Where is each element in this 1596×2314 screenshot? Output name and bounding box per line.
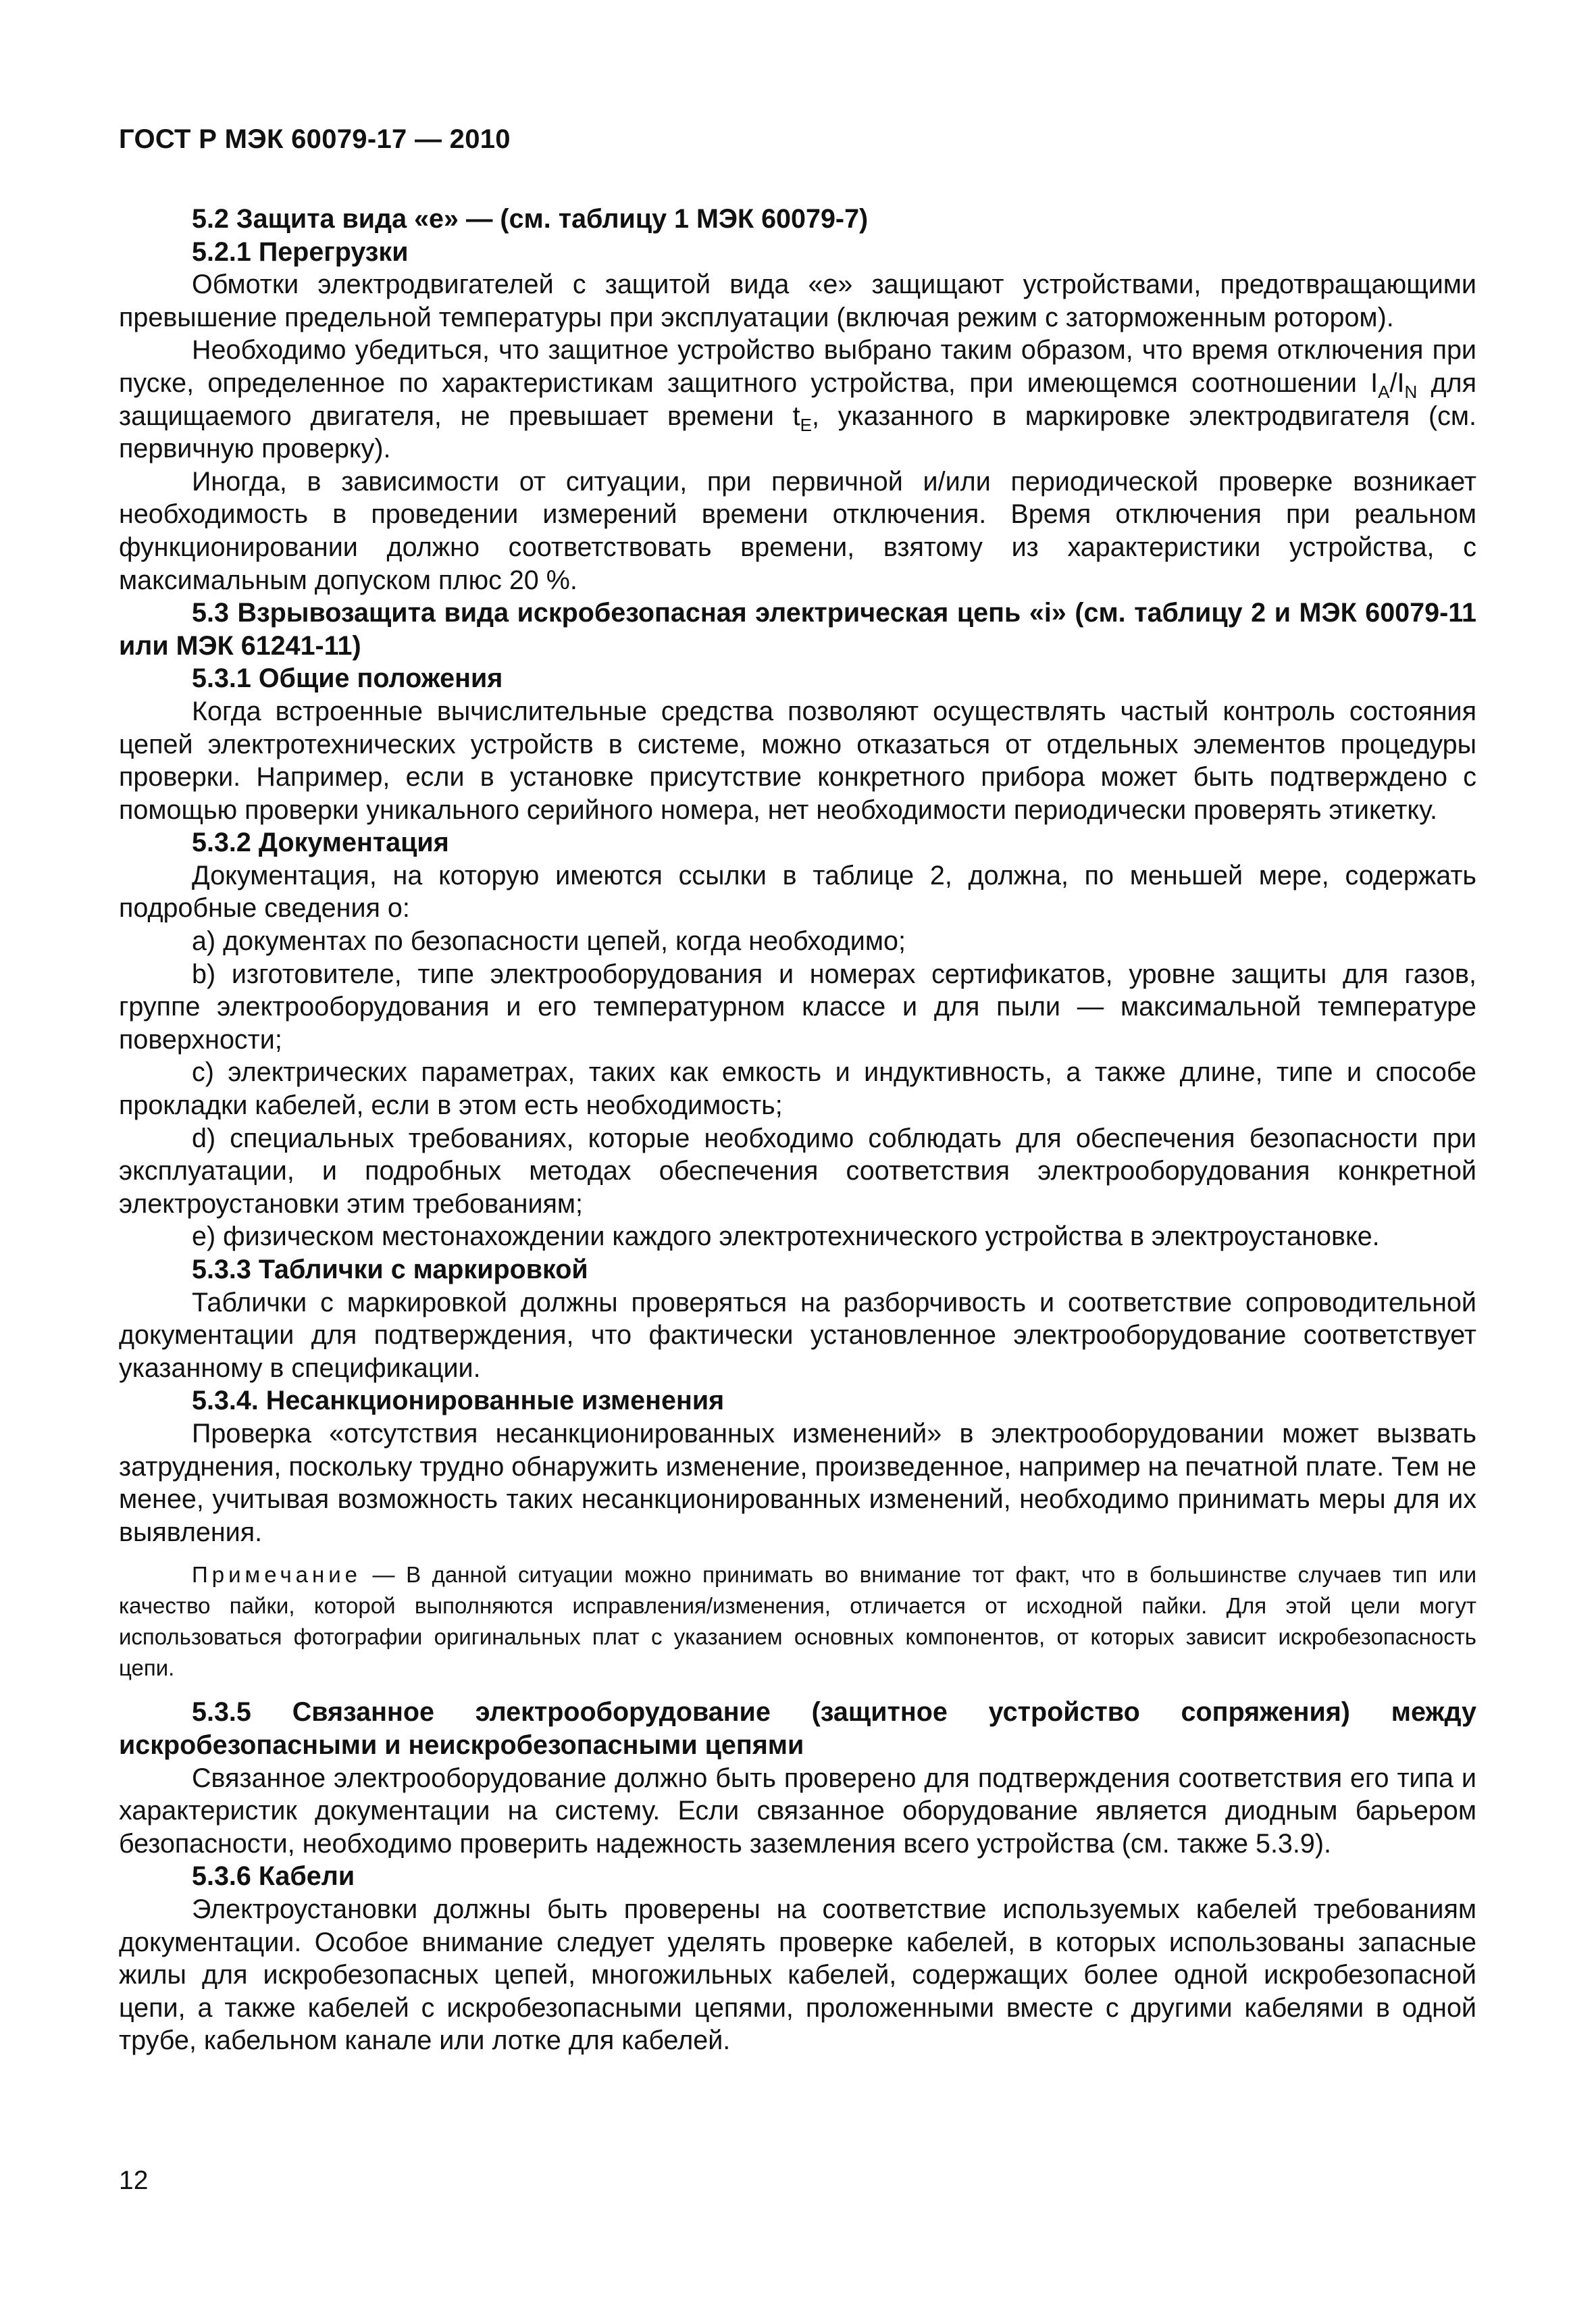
note [119, 1559, 1476, 1684]
section-5-3-4-heading: 5.3.4. Несанкционированные изменения [192, 1386, 725, 1416]
document-body [119, 203, 1476, 2057]
section-5-3-6-paragraph: Электроустановки должны быть проверены на соответствие используемых кабелей требованиям документации. Особое внимание следует уделять проверке кабелей, в которых использованы запасные жилы для искробезопасных цепей, многожильных кабелей, содержащих более одной искробезопасной цепи, а также кабелей с искробезопасными цепями, проложенными вместе с другими кабелями в одной трубе, кабельном канале или лотке для кабелей. [119, 1894, 1476, 2056]
section-5-3-1-paragraph: Когда встроенные вычислительные средства позволяют осуществлять частый контроль состояния цепей электротехнических устройств в системе, можно отказаться от отдельных элементов процедуры проверки. Например, если в установке присутствие конкретного прибора может быть подтверждено с помощью проверки уникального серийного номера, нет необходимости периодически проверять этикетку. [119, 696, 1476, 825]
section-5-2-1-paragraph-1: Обмотки электродвигателей с защитой вида «е» защищают устройствами, предотвращающими превышение предельной температуры при эксплуатации (включая режим с заторможенным ротором). [119, 270, 1476, 332]
section-5-2-1-paragraph-3: Иногда, в зависимости от ситуации, при первичной и/или периодической проверке возникает необходимость в проведении измерений времени отключения. Время отключения при реальном функционировании должно соответствовать времени, взятому из характеристики устройства, с максимальным допуском плюс 20 %. [119, 466, 1476, 595]
section-5-3-4-paragraph: Проверка «отсутствия несанкционированных изменений» в электрооборудовании может вызвать затруднения, поскольку трудно обнаружить изменение, произведенное, например на печатной плате. Тем не менее, учитывая возможность таких несанкционированных изменений, необходимо принимать меры для их выявления. [119, 1418, 1476, 1547]
section-5-3-3-heading: 5.3.3 Таблички с маркировкой [192, 1255, 588, 1284]
section-5-3-5-paragraph: Связанное электрооборудование должно быть проверено для подтверждения соответствия его типа и характеристик документации на систему. Если связанное оборудование является диодным барьером безопасности, необходимо проверить надежность заземления всего устройства (см. также 5.3.9). [119, 1763, 1476, 1859]
note-text: — В данной ситуации можно принимать во внимание тот факт, что в большинстве случаев тип или качество пайки, которой выполняются исправления/изменения, отличается от исходной пайки. Для этой цели могут использоваться фотографии оригинальных плат с указанием основных компонентов, от которых зависит искробезопасность цепи. [119, 1562, 1476, 1681]
section-5-3-6-heading: 5.3.6 Кабели [192, 1861, 355, 1892]
list-item-c: c) электрических параметрах, таких как емкость и индуктивность, а также длине, типе и способе прокладки кабелей, если в этом есть необходимость; [119, 1057, 1476, 1121]
section-5-2-1-heading: 5.2.1 Перегрузки [192, 236, 409, 267]
document-header: ГОСТ Р МЭК 60079-17 — 2010 [119, 124, 511, 154]
section-5-3-2-heading: 5.3.2 Документация [192, 828, 449, 858]
list-item-b: b) изготовителе, типе электрооборудования и номерах сертификатов, уровне защиты для газов, группе электрооборудования и его температурном классе и для пыли — максимальной температуре поверхности; [119, 959, 1476, 1055]
section-5-3-2-paragraph: Документация, на которую имеются ссылки в таблице 2, должна, по меньшей мере, содержать подробные сведения о: [119, 860, 1476, 924]
section-5-2-1-paragraph-2: Необходимо убедиться, что защитное устройство выбрано таким образом, что время отключения при пуске, определенное по характеристикам защитного устройства, при имеющемся соотношении $I_A/I_N$ для защищаемого двигателя, не превышает времени $t_E$, указанного в маркировке электродвигателя (см. первичную проверку). [119, 335, 1476, 464]
section-5-3-1-heading: 5.3.1 Общие положения [192, 663, 503, 694]
page-number: 12 [119, 2166, 149, 2195]
section-5-3-3-paragraph: Таблички с маркировкой должны проверяться на разборчивость и соответствие сопроводительной документации для подтверждения, что фактически установленное электрооборудование соответствует указанному в спецификации. [119, 1287, 1476, 1383]
section-5-3-heading: 5.3 Взрывозащита вида искробезопасная электрическая цепь «i» (см. таблицу 2 и МЭК 60079-11 или МЭК 61241-11) [119, 598, 1476, 661]
section-5-3-5-heading: 5.3.5 Связанное электрооборудование (защитное устройство сопряжения) между искробезопасными и неискробезопасными цепями [119, 1697, 1476, 1760]
list-item-d: d) специальных требованиях, которые необходимо соблюдать для обеспечения безопасности при эксплуатации, и подробных методах обеспечения соответствия электрооборудования конкретной электроустановки этим требованиям; [119, 1123, 1476, 1219]
section-5-2-heading: 5.2 Защита вида «е» — (см. таблицу 1 МЭК 60079-7) [192, 204, 869, 234]
list-item-e: e) физическом местонахождении каждого электротехнического устройства в электроустановке. [192, 1222, 1380, 1252]
list-item-a: a) документах по безопасности цепей, когда необходимо; [192, 926, 906, 957]
note-label: Примечание [192, 1562, 362, 1588]
